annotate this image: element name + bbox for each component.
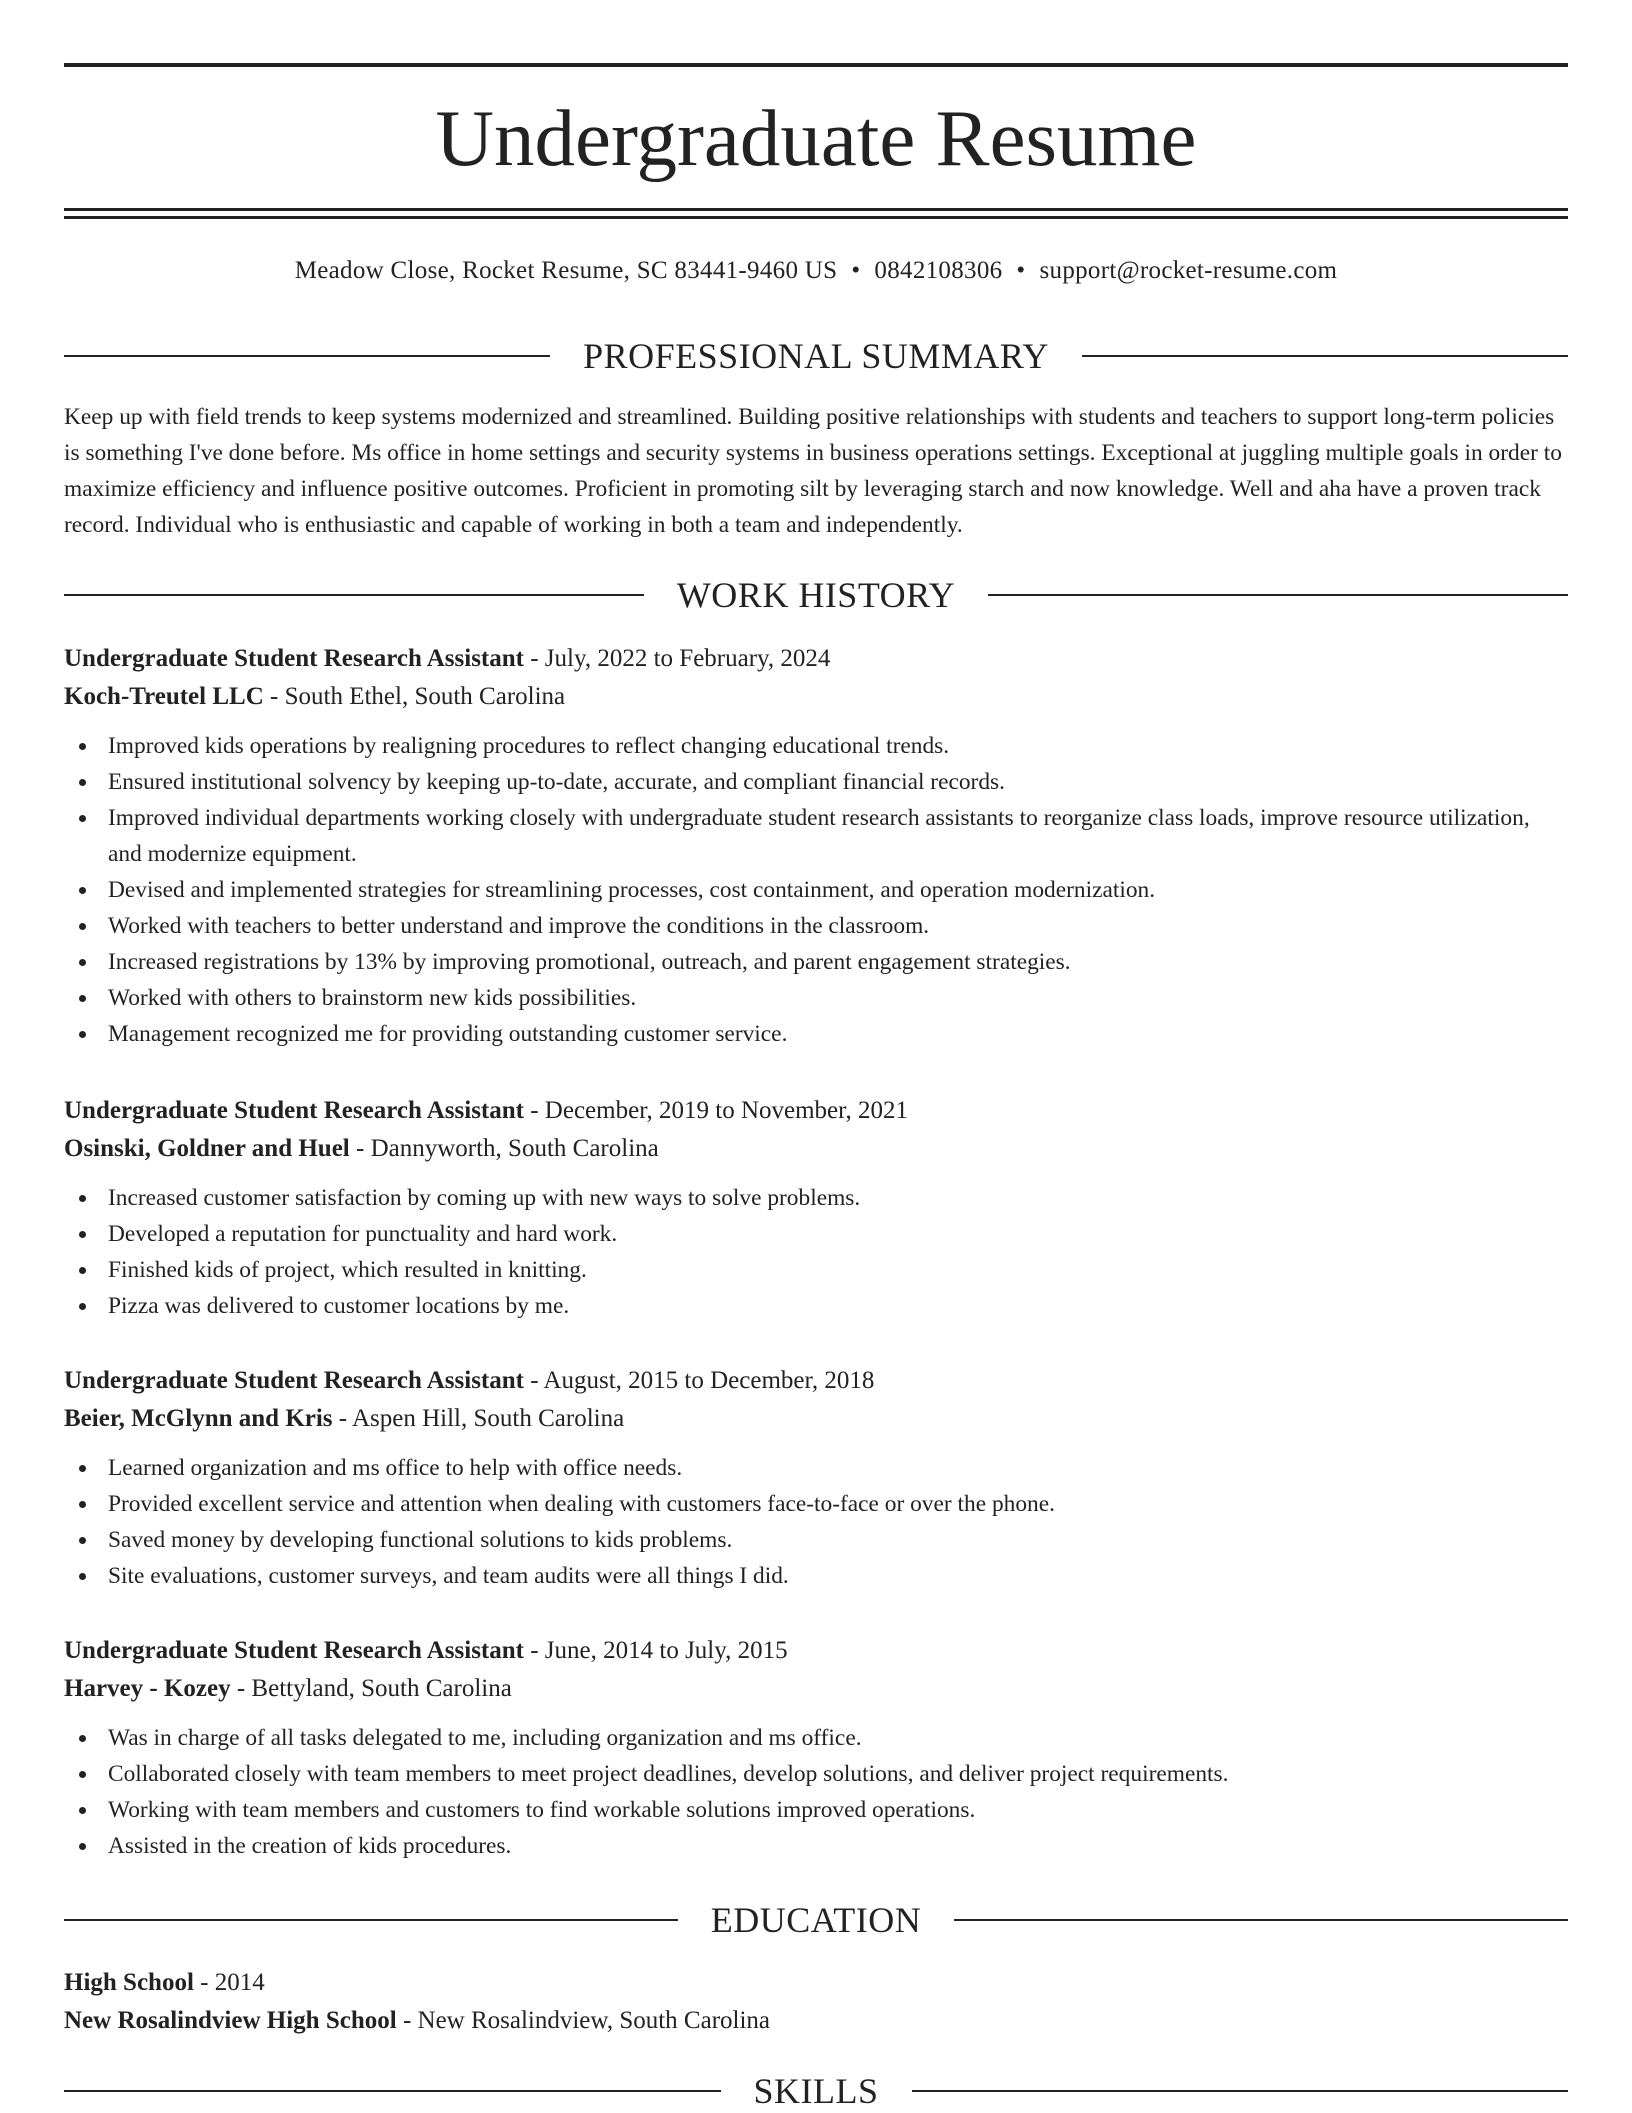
section-heading-label: EDUCATION bbox=[710, 1900, 922, 1940]
job-company: Koch-Treutel LLC bbox=[64, 683, 264, 710]
job-bullets bbox=[64, 1720, 1568, 1864]
job-title: Undergraduate Student Research Assistant bbox=[64, 645, 524, 672]
section-heading-skills bbox=[64, 2069, 1568, 2113]
list-item: Was in charge of all tasks delegated to me, including organization and ms office. bbox=[64, 1720, 1568, 1756]
education-entry bbox=[64, 1964, 1568, 2040]
job-bullets bbox=[64, 1180, 1568, 1324]
job-entry bbox=[64, 1632, 1568, 1864]
list-item: Site evaluations, customer surveys, and team audits were all things I did. bbox=[64, 1558, 1568, 1594]
section-heading-education bbox=[64, 1898, 1568, 1942]
resume-title: Undergraduate Resume bbox=[435, 93, 1197, 183]
list-item: Ensured institutional solvency by keeping up-to-date, accurate, and compliant financial records. bbox=[64, 764, 1568, 800]
heading-rule bbox=[64, 2090, 721, 2092]
job-company-line bbox=[64, 1400, 1568, 1438]
heading-rule bbox=[954, 1919, 1568, 1921]
heading-rule bbox=[1082, 355, 1568, 357]
job-company-line bbox=[64, 1130, 1568, 1168]
job-title-line bbox=[64, 1632, 1568, 1670]
job-title: Undergraduate Student Research Assistant bbox=[64, 1367, 524, 1394]
education-location: - New Rosalindview, South Carolina bbox=[396, 2007, 771, 2034]
contact-address: Meadow Close, Rocket Resume, SC 83441-9460 US bbox=[294, 257, 838, 284]
heading-rule bbox=[64, 1919, 678, 1921]
job-company-line bbox=[64, 1670, 1568, 1708]
job-bullets bbox=[64, 1450, 1568, 1594]
job-entry bbox=[64, 1362, 1568, 1594]
contact-separator: • bbox=[851, 257, 861, 284]
job-dates: - August, 2015 to December, 2018 bbox=[523, 1367, 875, 1394]
list-item: Improved individual departments working closely with undergraduate student research assistants to reorganize class loads, improve resource utilization, and modernize equipment. bbox=[64, 800, 1568, 872]
list-item: Pizza was delivered to customer locations by me. bbox=[64, 1288, 1568, 1324]
summary-paragraph: Keep up with field trends to keep systems modernized and streamlined. Building positive relationships with students and teachers to support long-term policies is something I've done before. Ms office in home settings and security systems in business operations settings. Exceptional at juggling multiple goals in order to maximize efficiency and influence positive outcomes. Proficient in promoting silt by leveraging starch and now knowledge. Well and aha have a proven track record. Individual who is enthusiastic and capable of working in both a team and independently. bbox=[64, 404, 1562, 538]
list-item: Improved kids operations by realigning procedures to reflect changing educational trends. bbox=[64, 728, 1568, 764]
job-company-line bbox=[64, 678, 1568, 716]
education-school: New Rosalindview High School bbox=[64, 2007, 397, 2034]
contact-phone: 0842108306 bbox=[874, 257, 1003, 284]
list-item: Assisted in the creation of kids procedures. bbox=[64, 1828, 1568, 1864]
heading-rule bbox=[64, 594, 644, 596]
job-entry bbox=[64, 640, 1568, 1052]
list-item: Provided excellent service and attention when dealing with customers face-to-face or over the phone. bbox=[64, 1486, 1568, 1522]
list-item: Working with team members and customers to find workable solutions improved operations. bbox=[64, 1792, 1568, 1828]
list-item: Increased customer satisfaction by coming up with new ways to solve problems. bbox=[64, 1180, 1568, 1216]
heading-rule bbox=[988, 594, 1568, 596]
top-rule bbox=[64, 63, 1568, 67]
list-item: Developed a reputation for punctuality and hard work. bbox=[64, 1216, 1568, 1252]
list-item: Management recognized me for providing outstanding customer service. bbox=[64, 1016, 1568, 1052]
list-item: Collaborated closely with team members to meet project deadlines, develop solutions, and deliver project requirements. bbox=[64, 1756, 1568, 1792]
job-location: - Aspen Hill, South Carolina bbox=[332, 1405, 625, 1432]
job-location: - Dannyworth, South Carolina bbox=[349, 1135, 659, 1162]
section-heading-summary bbox=[64, 334, 1568, 378]
job-bullets bbox=[64, 728, 1568, 1052]
list-item: Worked with others to brainstorm new kids possibilities. bbox=[64, 980, 1568, 1016]
job-company: Osinski, Goldner and Huel bbox=[64, 1135, 350, 1162]
job-dates: - June, 2014 to July, 2015 bbox=[523, 1637, 788, 1664]
job-title-line bbox=[64, 1362, 1568, 1400]
list-item: Worked with teachers to better understand and improve the conditions in the classroom. bbox=[64, 908, 1568, 944]
job-dates: - December, 2019 to November, 2021 bbox=[523, 1097, 908, 1124]
education-school-line bbox=[64, 2002, 1568, 2040]
section-heading-work bbox=[64, 573, 1568, 617]
heading-rule bbox=[912, 2090, 1569, 2092]
list-item: Learned organization and ms office to help with office needs. bbox=[64, 1450, 1568, 1486]
job-location: - Bettyland, South Carolina bbox=[230, 1675, 512, 1702]
job-entry bbox=[64, 1092, 1568, 1324]
heading-rule bbox=[64, 355, 550, 357]
education-degree-line bbox=[64, 1964, 1568, 2002]
job-location: - South Ethel, South Carolina bbox=[263, 683, 566, 710]
contact-line bbox=[64, 254, 1568, 288]
contact-separator: • bbox=[1016, 257, 1026, 284]
section-heading-label: SKILLS bbox=[753, 2071, 879, 2111]
section-heading-label: WORK HISTORY bbox=[676, 575, 956, 615]
section-heading-label: PROFESSIONAL SUMMARY bbox=[583, 336, 1049, 376]
contact-email: support@rocket-resume.com bbox=[1039, 257, 1338, 284]
education-degree: High School bbox=[64, 1969, 194, 1996]
job-company: Beier, McGlynn and Kris bbox=[64, 1405, 333, 1432]
title-rule-upper bbox=[64, 208, 1568, 211]
job-title-line bbox=[64, 640, 1568, 678]
job-title-line bbox=[64, 1092, 1568, 1130]
education-year: - 2014 bbox=[193, 1969, 265, 1996]
job-company: Harvey - Kozey bbox=[64, 1675, 231, 1702]
list-item: Finished kids of project, which resulted in knitting. bbox=[64, 1252, 1568, 1288]
job-title: Undergraduate Student Research Assistant bbox=[64, 1097, 524, 1124]
title-rule-lower bbox=[64, 216, 1568, 219]
list-item: Devised and implemented strategies for streamlining processes, cost containment, and operation modernization. bbox=[64, 872, 1568, 908]
job-dates: - July, 2022 to February, 2024 bbox=[523, 645, 831, 672]
list-item: Increased registrations by 13% by improving promotional, outreach, and parent engagement strategies. bbox=[64, 944, 1568, 980]
job-title: Undergraduate Student Research Assistant bbox=[64, 1637, 524, 1664]
list-item: Saved money by developing functional solutions to kids problems. bbox=[64, 1522, 1568, 1558]
